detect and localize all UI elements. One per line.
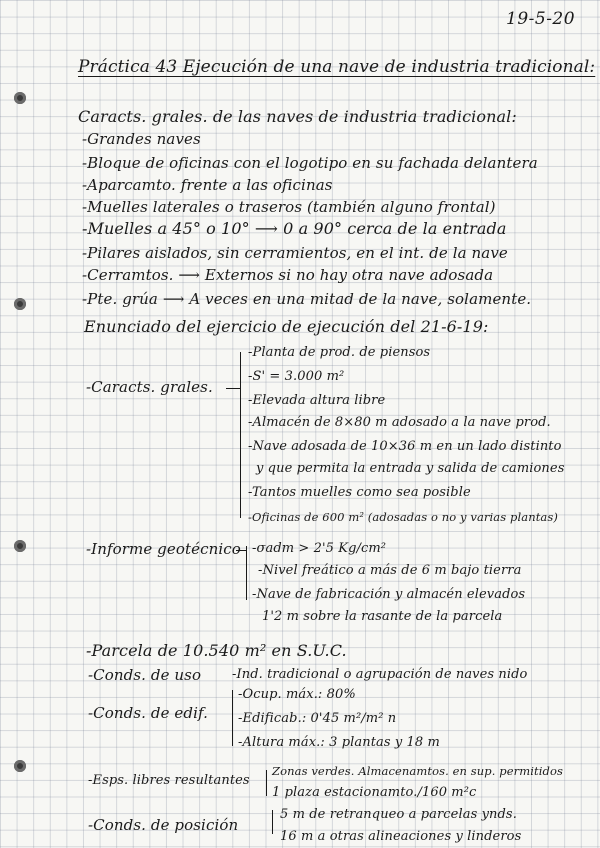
informe-label: -Informe geotécnico: [86, 540, 241, 558]
informe-tick: [236, 550, 246, 551]
list-item: -Edificab.: 0'45 m²/m² n: [238, 711, 397, 726]
list-item: -Oficinas de 600 m² (adosadas o no y varias plantas): [248, 510, 558, 524]
edif-label: -Conds. de edif.: [88, 704, 208, 722]
list-item: 5 m de retranqueo a parcelas ynds.: [280, 807, 517, 822]
edif-brace: [232, 690, 233, 746]
list-item: -Nave de fabricación y almacén elevados: [252, 587, 526, 602]
binder-hole: [14, 92, 26, 104]
list-item: -S' = 3.000 m²: [248, 369, 345, 384]
caracts-tick: [226, 388, 240, 389]
list-item: -Bloque de oficinas con el logotipo en su fachada delantera: [82, 154, 538, 172]
uso-value: -Ind. tradicional o agrupación de naves nido: [232, 667, 528, 682]
caracts-label: -Caracts. grales.: [86, 378, 213, 396]
list-item: -Muelles a 45° o 10° ⟶ 0 a 90° cerca de la entrada: [82, 219, 507, 238]
list-item: -Aparcamto. frente a las oficinas: [82, 176, 333, 194]
list-item: -Muelles laterales o traseros (también alguno frontal): [82, 198, 496, 216]
page-title: Práctica 43 Ejecución de una nave de industria tradicional:: [78, 57, 596, 77]
binder-hole: [14, 760, 26, 772]
uso-label: -Conds. de uso: [88, 666, 202, 684]
list-item: 1'2 m sobre la rasante de la parcela: [262, 609, 503, 624]
parcela-line: -Parcela de 10.540 m² en S.U.C.: [86, 641, 347, 660]
list-item: 1 plaza estacionamto./160 m²c: [272, 785, 477, 800]
list-item: -Elevada altura libre: [248, 393, 386, 408]
list-item: -Nivel freático a más de 6 m bajo tierra: [258, 563, 522, 578]
esp-brace: [266, 770, 267, 796]
list-item: -Almacén de 8×80 m adosado a la nave prod.: [248, 415, 551, 430]
list-item: 16 m a otras alineaciones y linderos: [280, 829, 522, 844]
caracts-brace: [240, 352, 241, 518]
section1-heading: Caracts. grales. de las naves de industria tradicional:: [78, 107, 517, 126]
section2-heading: Enunciado del ejercicio de ejecución del 21-6-19:: [84, 317, 489, 336]
list-item: -Cerramtos. ⟶ Externos si no hay otra nave adosada: [82, 266, 494, 284]
list-item: Zonas verdes. Almacenamtos. en sup. permitidos: [272, 764, 564, 778]
binder-hole: [14, 540, 26, 552]
list-item: -Grandes naves: [82, 130, 201, 148]
list-item: y que permita la entrada y salida de camiones: [256, 461, 565, 476]
list-item: -Nave adosada de 10×36 m en un lado distinto: [248, 439, 562, 454]
list-item: -Altura máx.: 3 plantas y 18 m: [238, 735, 440, 750]
informe-brace: [246, 546, 247, 600]
page-date: 19-5-20: [506, 9, 576, 29]
pos-label: -Conds. de posición: [88, 816, 239, 834]
list-item: -σadm > 2'5 Kg/cm²: [252, 541, 387, 556]
esp-label: -Esps. libres resultantes: [88, 773, 250, 788]
list-item: -Planta de prod. de piensos: [248, 345, 431, 360]
list-item: -Tantos muelles como sea posible: [248, 485, 471, 500]
binder-hole: [14, 298, 26, 310]
list-item: -Pilares aislados, sin cerramientos, en el int. de la nave: [82, 244, 508, 262]
pos-brace: [272, 810, 273, 834]
list-item: -Ocup. máx.: 80%: [238, 687, 356, 702]
list-item: -Pte. grúa ⟶ A veces en una mitad de la nave, solamente.: [82, 290, 532, 308]
